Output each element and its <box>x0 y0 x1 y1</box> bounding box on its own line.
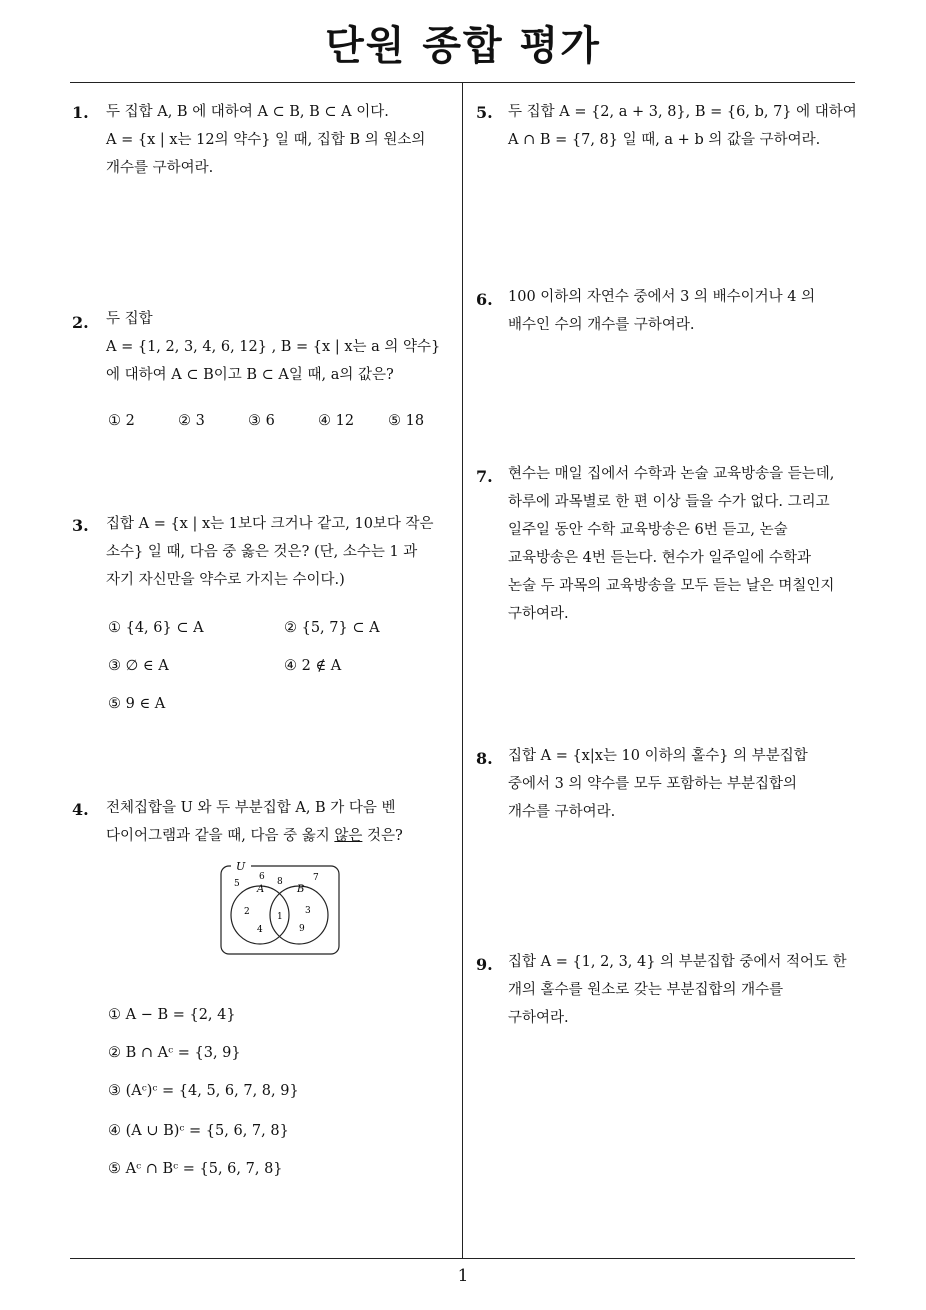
question-4-line <box>106 822 456 850</box>
question-4-option-4[interactable]: ④ (A ∪ B)ᶜ = {5, 6, 7, 8} <box>108 1123 289 1139</box>
column-divider <box>462 82 463 1259</box>
question-1-line: 개수를 구하여라. <box>106 160 214 176</box>
question-4-option-3[interactable]: ③ (Aᶜ)ᶜ = {4, 5, 6, 7, 8, 9} <box>108 1083 299 1099</box>
venn-element: 4 <box>257 925 263 935</box>
page-number: 1 <box>457 1266 469 1286</box>
question-6-text <box>508 283 858 339</box>
venn-element: 1 <box>277 912 283 922</box>
question-2-line: 에 대하여 A ⊂ B이고 B ⊂ A일 때, a의 값은? <box>106 367 394 383</box>
question-7-line: 현수는 매일 집에서 수학과 논술 교육방송을 듣는데, <box>508 466 835 482</box>
question-7-line: 논술 두 과목의 교육방송을 모두 듣는 날은 며칠인지 <box>508 578 835 594</box>
question-4-line2-pre: 다이어그램과 같을 때, 다음 중 옳지 <box>106 828 335 844</box>
question-3-line: 집합 A = {x | x는 1보다 크거나 같고, 10보다 작은 <box>106 516 434 532</box>
venn-element: 9 <box>299 924 305 934</box>
question-3-option-1[interactable]: ① {4, 6} ⊂ A <box>108 620 204 636</box>
question-6-number: 6. <box>476 290 493 309</box>
question-4-text <box>106 794 456 850</box>
question-3-option-4[interactable]: ④ 2 ∉ A <box>284 658 342 674</box>
question-1-number: 1. <box>72 103 89 122</box>
question-4-option-5[interactable]: ⑤ Aᶜ ∩ Bᶜ = {5, 6, 7, 8} <box>108 1161 283 1177</box>
question-7-line: 일주일 동안 수학 교육방송은 6번 듣고, 논술 <box>508 522 788 538</box>
question-9-text <box>508 948 863 1032</box>
question-8-number: 8. <box>476 749 493 768</box>
question-4-line2-post: 것은? <box>362 828 403 844</box>
question-2-option-4[interactable]: ④ 12 <box>318 413 355 429</box>
question-2-text <box>106 305 451 389</box>
venn-element: 2 <box>244 907 250 917</box>
question-5-text <box>508 98 858 154</box>
question-3-text <box>106 510 456 594</box>
question-4-underlined-word: 않은 <box>334 828 363 844</box>
question-9-number: 9. <box>476 955 493 974</box>
question-2-option-3[interactable]: ③ 6 <box>248 413 275 429</box>
question-9-line: 구하여라. <box>508 1010 569 1026</box>
question-2-option-2[interactable]: ② 3 <box>178 413 205 429</box>
question-9-line: 개의 홀수를 원소로 갖는 부분집합의 개수를 <box>508 982 784 998</box>
set-a-label: A <box>257 884 265 895</box>
question-7-line: 구하여라. <box>508 606 569 622</box>
question-8-line: 개수를 구하여라. <box>508 804 616 820</box>
venn-element: 5 <box>234 879 240 889</box>
venn-element: 6 <box>259 872 265 882</box>
question-9-line: 집합 A = {1, 2, 3, 4} 의 부분집합 중에서 적어도 한 <box>508 954 847 970</box>
question-5-number: 5. <box>476 103 493 122</box>
question-4-option-1[interactable]: ① A − B = {2, 4} <box>108 1007 236 1023</box>
question-3-number: 3. <box>72 516 89 535</box>
venn-diagram <box>219 858 342 958</box>
question-4-line: 전체집합을 U 와 두 부분집합 A, B 가 다음 벤 <box>106 800 396 816</box>
question-8-text <box>508 742 858 826</box>
question-8-line: 중에서 3 의 약수를 모두 포함하는 부분집합의 <box>508 776 798 792</box>
venn-element: 8 <box>277 877 283 887</box>
venn-element: 7 <box>313 873 319 883</box>
question-3-option-5[interactable]: ⑤ 9 ∈ A <box>108 696 166 712</box>
set-b-label: B <box>297 884 305 895</box>
footer-divider <box>70 1258 855 1259</box>
venn-element: 3 <box>305 906 311 916</box>
question-7-number: 7. <box>476 467 493 486</box>
question-2-line: 두 집합 <box>106 311 153 327</box>
question-3-line: 소수} 일 때, 다음 중 옳은 것은? (단, 소수는 1 과 <box>106 544 418 560</box>
question-4-option-2[interactable]: ② B ∩ Aᶜ = {3, 9} <box>108 1045 241 1061</box>
question-5-line: 두 집합 A = {2, a + 3, 8}, B = {6, b, 7} 에 대하여 <box>508 104 857 120</box>
question-3-option-3[interactable]: ③ ∅ ∈ A <box>108 658 169 674</box>
question-2-line: A = {1, 2, 3, 4, 6, 12} , B = {x | x는 a 의 약수} <box>106 339 441 355</box>
question-3-option-2[interactable]: ② {5, 7} ⊂ A <box>284 620 380 636</box>
question-2-number: 2. <box>72 313 89 332</box>
question-2-option-1[interactable]: ① 2 <box>108 413 135 429</box>
question-7-text <box>508 460 863 628</box>
question-1-line: 두 집합 A, B 에 대하여 A ⊂ B, B ⊂ A 이다. <box>106 104 389 120</box>
universe-label: U <box>236 860 246 873</box>
page-title: 단원 종합 평가 <box>325 23 601 69</box>
question-1-line: A = {x | x는 12의 약수} 일 때, 집합 B 의 원소의 <box>106 132 426 148</box>
question-5-line: A ∩ B = {7, 8} 일 때, a + b 의 값을 구하여라. <box>508 132 821 148</box>
question-8-line: 집합 A = {x|x는 10 이하의 홀수} 의 부분집합 <box>508 748 808 764</box>
question-7-line: 교육방송은 4번 듣는다. 현수가 일주일에 수학과 <box>508 550 812 566</box>
question-4-number: 4. <box>72 800 89 819</box>
question-6-line: 배수인 수의 개수를 구하여라. <box>508 317 695 333</box>
question-1-text <box>106 98 451 182</box>
question-6-line: 100 이하의 자연수 중에서 3 의 배수이거나 4 의 <box>508 289 816 305</box>
question-2-option-5[interactable]: ⑤ 18 <box>388 413 425 429</box>
question-3-line: 자기 자신만을 약수로 가지는 수이다.) <box>106 572 345 588</box>
question-7-line: 하루에 과목별로 한 편 이상 들을 수가 없다. 그리고 <box>508 494 830 510</box>
